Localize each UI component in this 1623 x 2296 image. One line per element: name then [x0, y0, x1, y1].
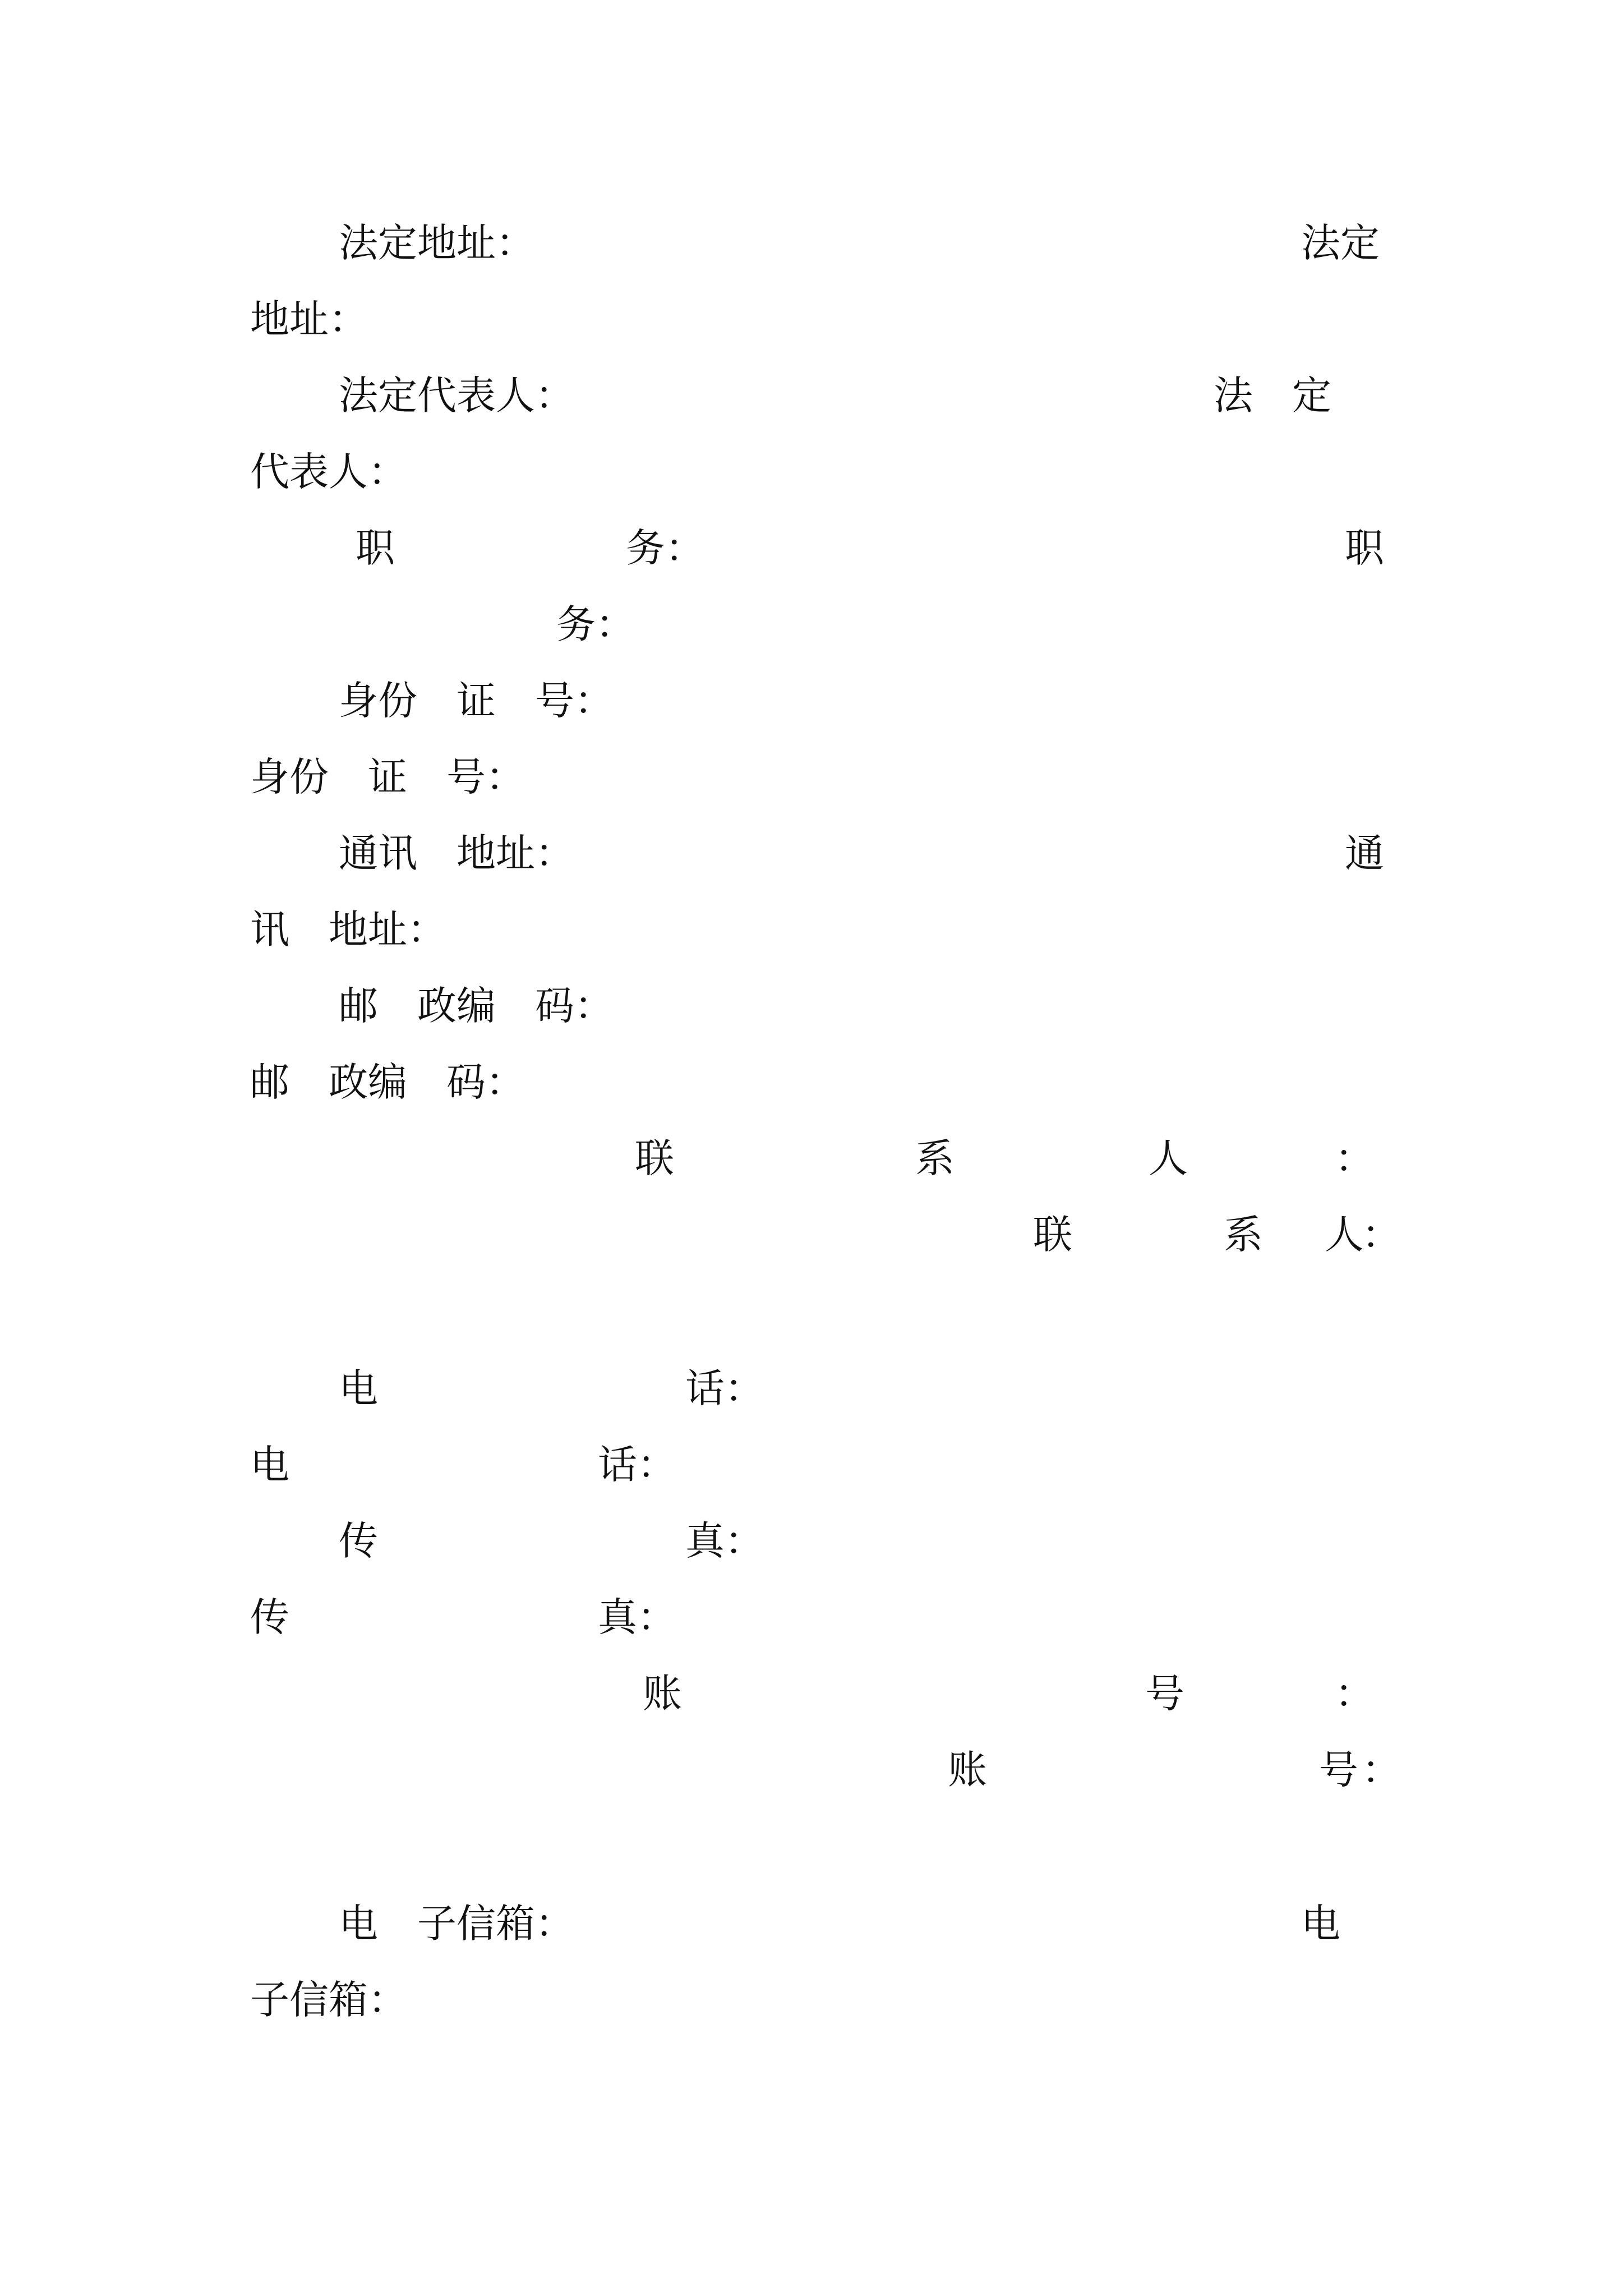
- contact-label-char1: 联: [635, 1135, 674, 1181]
- phone-label-cont-char2: 话：: [598, 1442, 676, 1488]
- position-label-char2: 务：: [626, 525, 704, 571]
- contact-label-cont-char2: 系: [1224, 1212, 1263, 1258]
- contact-label-char2: 系: [915, 1135, 955, 1181]
- position-label-cont: 务：: [556, 601, 635, 647]
- postal-code-label: 邮 政编 码：: [339, 983, 614, 1029]
- email-label: 电 子信箱：: [339, 1901, 574, 1947]
- mailing-address-label: 通讯 地址：: [339, 830, 574, 876]
- fax-label-char2: 真：: [685, 1518, 764, 1564]
- phone-label-cont-char1: 电: [250, 1442, 289, 1488]
- fax-label-cont-char1: 传: [250, 1594, 289, 1640]
- account-label-char2: 号: [1145, 1671, 1184, 1717]
- contact-label-char3: 人: [1149, 1135, 1188, 1181]
- postal-code-label-cont: 邮 政编 码：: [250, 1059, 525, 1105]
- contact-label-colon: ：: [1335, 1135, 1374, 1181]
- legal-address-label-right: 法定: [1301, 220, 1380, 266]
- position-label-char1: 职: [356, 525, 395, 571]
- mailing-address-label-right: 通: [1345, 830, 1384, 876]
- fax-label-char1: 传: [339, 1518, 378, 1564]
- contact-label-cont-char1: 联: [1033, 1212, 1072, 1258]
- legal-address-label: 法定地址：: [339, 220, 535, 266]
- id-number-label-cont: 身份 证 号：: [250, 754, 525, 800]
- phone-label-char1: 电: [339, 1365, 378, 1411]
- contact-label-cont-char3: 人: [1325, 1212, 1364, 1258]
- account-label-cont-colon: ：: [1362, 1747, 1401, 1793]
- position-label-right: 职: [1345, 525, 1384, 571]
- account-label-cont-char1: 账: [948, 1747, 987, 1793]
- contact-label-cont-colon: ：: [1362, 1212, 1401, 1258]
- account-label-cont-char2: 号: [1319, 1747, 1358, 1793]
- fax-label-cont-char2: 真：: [598, 1594, 676, 1640]
- phone-label-char2: 话：: [685, 1365, 764, 1411]
- legal-representative-label-cont: 代表人：: [250, 449, 407, 495]
- email-label-cont: 子信箱：: [250, 1977, 407, 2023]
- email-label-right: 电: [1301, 1901, 1340, 1947]
- account-label-colon: ：: [1335, 1671, 1374, 1717]
- id-number-label: 身份 证 号：: [339, 678, 614, 724]
- legal-representative-label-right: 法 定: [1214, 372, 1331, 418]
- legal-address-label-cont: 地址：: [250, 296, 368, 342]
- mailing-address-label-cont: 讯 地址：: [250, 907, 446, 953]
- account-label-char1: 账: [643, 1671, 682, 1717]
- legal-representative-label: 法定代表人：: [339, 372, 574, 418]
